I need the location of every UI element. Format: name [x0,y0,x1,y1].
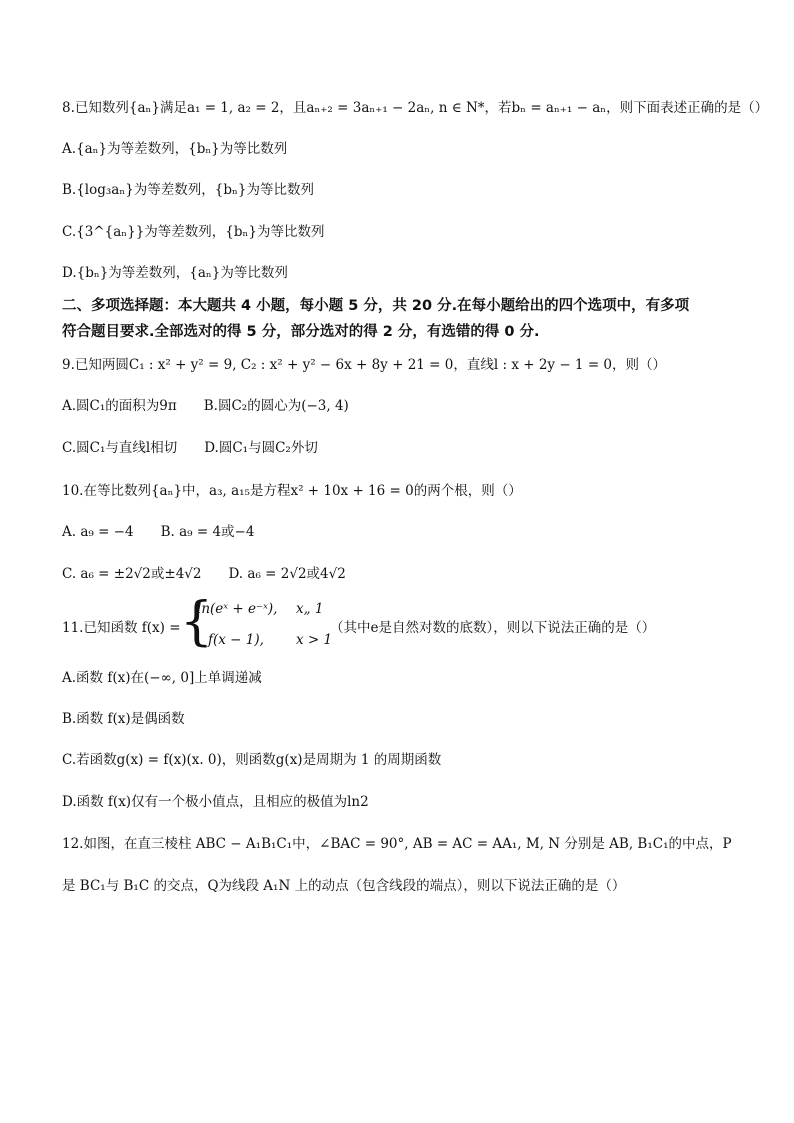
q9-options-ab: A.圆C₁的面积为9π B.圆C₂的圆心为(−3, 4) [62,398,349,414]
q9-options-cd: C.圆C₁与直线l相切 D.圆C₁与圆C₂外切 [62,440,318,456]
q10-stem: 10.在等比数列{aₙ}中，a₃, a₁₅是方程x² + 10x + 16 = 0的两个根，则（） [62,483,522,499]
q8-stem: 8.已知数列{aₙ}满足a₁ = 1, a₂ = 2，且aₙ₊₂ = 3aₙ₊₁ − 2aₙ, n ∈ N*，若bₙ = aₙ₊₁ − aₙ，则下面表述正确的是（） [62,100,769,116]
q8-option-c: C.{3^{aₙ}}为等差数列，{bₙ}为等比数列 [62,224,325,240]
piecewise-brace: { [180,592,214,652]
section-heading-line1: 二、多项选择题：本大题共 4 小题，每小题 5 分，共 20 分.在每小题给出的四个选项中，有多项 [62,298,690,314]
q11-case2-expr: f(x − 1), [208,632,264,648]
q11-suffix: （其中e是自然对数的底数），则以下说法正确的是（） [330,620,656,636]
q12-stem-line1: 12.如图，在直三棱柱 ABC − A₁B₁C₁中，∠BAC = 90°, AB = AC = AA₁, M, N 分别是 AB, B₁C₁的中点，P [62,836,732,852]
section-heading-line2: 符合题目要求.全部选对的得 5 分，部分选对的得 2 分，有选错的得 0 分. [62,324,540,340]
q10-options-cd: C. a₆ = ±2√2或±4√2 D. a₆ = 2√2或4√2 [62,566,346,582]
q8-option-d: D.{bₙ}为等差数列，{aₙ}为等比数列 [62,265,288,281]
q11-case2-cond: x > 1 [296,632,333,648]
q8-option-b: B.{log₃aₙ}为等差数列，{bₙ}为等比数列 [62,182,314,198]
q12-stem-line2: 是 BC₁与 B₁C 的交点，Q为线段 A₁N 上的动点（包含线段的端点），则以下说法正确的是（） [62,878,626,894]
q11-option-b: B.函数 f(x)是偶函数 [62,711,185,727]
q11-option-d: D.函数 f(x)仅有一个极小值点，且相应的极值为ln2 [62,794,369,810]
q9-stem: 9.已知两圆C₁ : x² + y² = 9, C₂ : x² + y² − 6x + 8y + 21 = 0，直线l : x + 2y − 1 = 0，则（） [62,357,667,373]
q8-option-a: A.{aₙ}为等差数列，{bₙ}为等比数列 [62,141,288,157]
q11-prefix: 11.已知函数 f(x) = [62,620,181,636]
q11-case1-cond: x„ 1 [296,601,324,617]
q11-case1-expr: ln(eˣ + e⁻ˣ), [197,601,278,617]
q11-option-c: C.若函数g(x) = f(x)(x. 0)，则函数g(x)是周期为 1 的周期函数 [62,752,442,768]
q11-option-a: A.函数 f(x)在(−∞, 0]上单调递减 [62,670,262,686]
q10-options-ab: A. a₉ = −4 B. a₉ = 4或−4 [62,524,255,540]
